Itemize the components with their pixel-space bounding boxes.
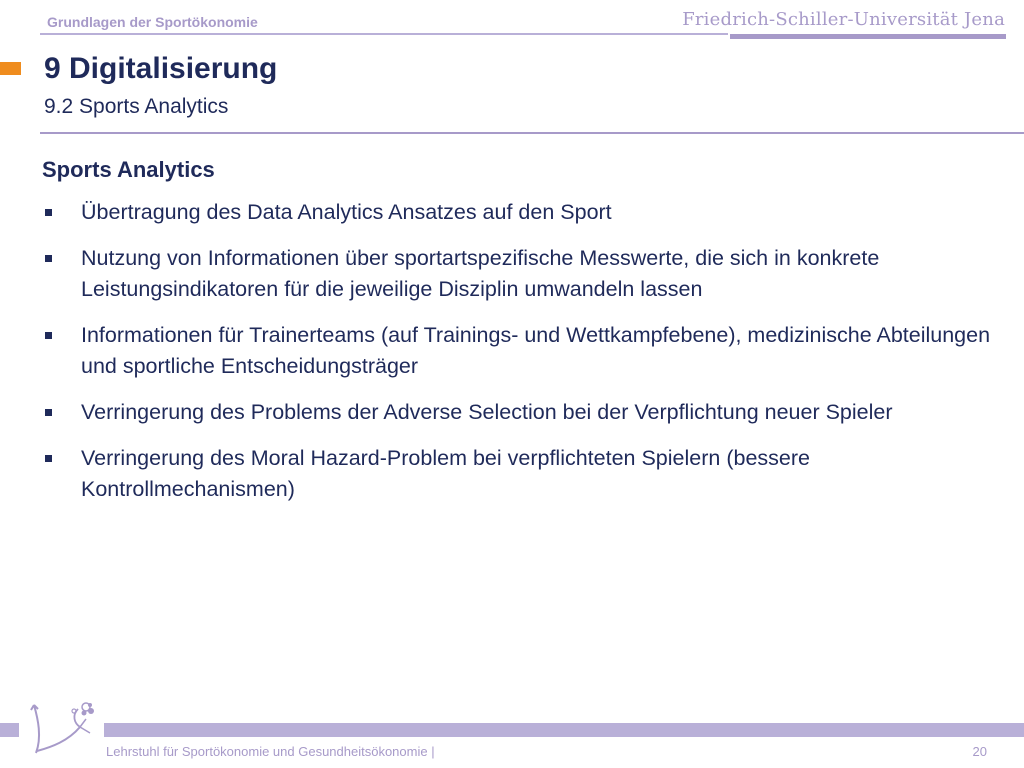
square-bullet-icon (45, 332, 52, 339)
bullet-text: Verringerung des Moral Hazard-Problem bei verpflichteten Spielern (bessere Kontrollmechanismen) (81, 446, 810, 501)
header-divider-accent (730, 34, 1006, 39)
bullet-text: Übertragung des Data Analytics Ansatzes auf den Sport (81, 200, 612, 224)
bullet-text: Verringerung des Problems der Adverse Selection bei der Verpflichtung neuer Spieler (81, 400, 893, 424)
page-number: 20 (972, 744, 987, 759)
footer-chair-name: Lehrstuhl für Sportökonomie und Gesundheitsökonomie | (106, 744, 435, 759)
university-name: Friedrich-Schiller-Universität Jena (682, 9, 1005, 30)
slide-content (42, 157, 1002, 520)
bullet-item (42, 197, 1002, 228)
square-bullet-icon (45, 255, 52, 262)
bullet-text: Nutzung von Informationen über sportartspezifische Messwerte, die sich in konkrete Leistungsindikatoren für die jeweilige Disziplin umwandeln lassen (81, 246, 880, 301)
chapter-title: 9 Digitalisierung (44, 52, 278, 85)
footer-bar-left (0, 723, 19, 737)
square-bullet-icon (45, 209, 52, 216)
bullet-text: Informationen für Trainerteams (auf Trainings- und Wettkampfebene), medizinische Abteilungen und sportliche Entscheidungsträger (81, 323, 991, 378)
section-heading: Sports Analytics (42, 157, 215, 182)
bullet-item (42, 243, 1002, 305)
chapter-subtitle: 9.2 Sports Analytics (44, 95, 229, 118)
bullet-item (42, 443, 1002, 505)
title-divider (40, 132, 1024, 134)
university-logo-icon (28, 697, 100, 757)
footer-bar (104, 723, 1024, 737)
bullet-item (42, 397, 1002, 428)
square-bullet-icon (45, 455, 52, 462)
bullet-list (42, 197, 1002, 505)
square-bullet-icon (45, 409, 52, 416)
course-title: Grundlagen der Sportökonomie (47, 14, 258, 30)
chapter-accent-marker (0, 62, 21, 75)
header-divider (40, 33, 728, 35)
bullet-item (42, 320, 1002, 382)
